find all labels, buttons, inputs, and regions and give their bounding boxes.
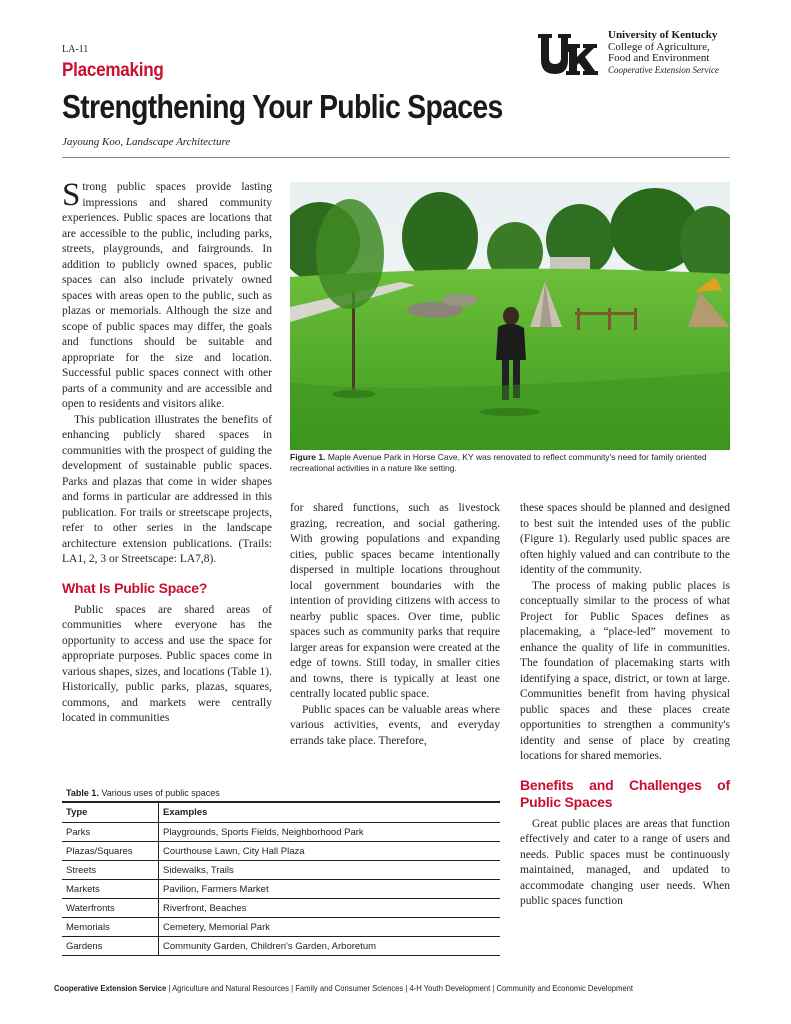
table-label: Table 1. <box>66 788 99 798</box>
university-name: University of Kentucky <box>608 29 718 41</box>
table-row <box>62 842 500 861</box>
table-header-type: Type <box>62 802 159 823</box>
table-cell-examples: Courthouse Lawn, City Hall Plaza <box>159 842 501 861</box>
footer-program-areas <box>54 983 675 993</box>
figure-caption <box>290 452 730 474</box>
table-row <box>62 880 500 899</box>
table-cell-examples: Community Garden, Children's Garden, Arboretum <box>159 937 501 956</box>
paragraph-3: Public spaces are shared areas of communities where everyone has the opportunity to access and use the space for appropriate purposes. Public spaces come in various shapes, sizes, and locations (Table 1). Historically, public parks, plazas, squares, commons, and markets were centrally located in communities <box>62 603 272 724</box>
footer-lead: Cooperative Extension Service <box>54 983 167 993</box>
table-row <box>62 937 500 956</box>
table-row <box>62 861 500 880</box>
col2-paragraph-2: Public spaces can be valuable areas where various activities, events, and everyday errands take place. Therefore, <box>290 703 500 747</box>
uk-wordmark <box>608 30 719 76</box>
col3-paragraph-2: The process of making public places is conceptually similar to the process of what Project for Public Spaces defines as placemaking, a “place-led” movement to enhance the quality of life in communities. The foundation of placemaking starts with identifying a space, district, or town at large. Communities benefit from having physical public spaces and these places create opportunities to strengthen a community's identity and sense of place by creating locations for shared memories. <box>520 579 730 762</box>
footer-programs: | Agriculture and Natural Resources | Family and Consumer Sciences | 4-H Youth Development | Community and Economic Development <box>166 983 633 993</box>
college-line-1: College of Agriculture, <box>608 40 710 53</box>
section-heading-benefits: Benefits and Challenges of Public Spaces <box>520 776 730 810</box>
table-cell-examples: Sidewalks, Trails <box>159 861 501 880</box>
table-cell-type: Markets <box>62 880 159 899</box>
column-3 <box>520 501 730 910</box>
column-1 <box>62 177 272 727</box>
table-cell-type: Parks <box>62 823 159 842</box>
table-cell-examples: Pavilion, Farmers Market <box>159 880 501 899</box>
table-cell-examples: Playgrounds, Sports Fields, Neighborhood Park <box>159 823 501 842</box>
table-row <box>62 823 500 842</box>
paragraph-2: This publication illustrates the benefits of enhancing publicly shared spaces in communities with the prospect of guiding the development of sustainable public spaces. Parks and plazas that come in wider shapes and forms in particular are addressed in this publication. For trails or streetscape projects, refer to other series in the landscape architecture extension publications. (Trails: LA1, 2, 3 or Streetscape: LA7,8). <box>62 413 272 565</box>
table-caption-text: Various uses of public spaces <box>101 788 220 798</box>
table-cell-type: Memorials <box>62 918 159 937</box>
table-row <box>62 899 500 918</box>
table-header-examples: Examples <box>159 802 501 823</box>
col3-paragraph-3: Great public places are areas that function effectively and cater to a range of users and needs. Public spaces must be continuously maintained, managed, and updated to accommodate changing user needs. When public spaces function <box>520 817 730 907</box>
col2-paragraph-1: for shared functions, such as livestock grazing, recreation, and social gathering. With growing populations and expanding cities, public spaces became intentionally dispersed in multiple locations throughout local government boundaries with the intention of providing citizens with access to nearby public spaces. Over time, public spaces such as community parks that require larger areas for expansion were created at the edge of towns. Still today, in smaller cities and towns, there is typically at least one centrally located public space. <box>290 502 500 700</box>
series-title: Placemaking <box>62 60 164 81</box>
figure-caption-text: Maple Avenue Park in Horse Cave, KY was renovated to reflect community's need for family oriented recreational activities in a nature like setting. <box>290 452 707 473</box>
column-2 <box>290 501 500 749</box>
uk-logo-icon <box>536 30 600 78</box>
table-cell-type: Streets <box>62 861 159 880</box>
public-space-uses-table <box>62 801 500 956</box>
col3-paragraph-1: these spaces should be planned and designed to best suit the intended uses of the public (Figure 1). Regularly used public spaces are often highly valued and can contribute to the identity of the community. <box>520 502 730 576</box>
table-cell-type: Waterfronts <box>62 899 159 918</box>
table-cell-type: Plazas/Squares <box>62 842 159 861</box>
figure-label: Figure 1. <box>290 452 326 462</box>
table-cell-examples: Cemetery, Memorial Park <box>159 918 501 937</box>
table-cell-examples: Riverfront, Beaches <box>159 899 501 918</box>
header-rule <box>62 157 730 158</box>
section-heading-public-space: What Is Public Space? <box>62 579 208 596</box>
table-cell-type: Gardens <box>62 937 159 956</box>
page-title: Strengthening Your Public Spaces <box>62 88 503 125</box>
intro-paragraph: trong public spaces provide lasting impressions and shared community experiences. Public spaces are locations that are accessible to the public, including parks, streets, playgrounds, and fairgrounds. In addition to publicly owned spaces, public spaces can also include privately owned spaces with areas open to the public, such as plazas or memorials. Although the size and scope of public spaces may differ, the goals and functions should be suitable and appropriate for the size and location. Successful public spaces connect with other parts of a community and are accessible and open to residents and visitors alike. <box>62 181 272 410</box>
drop-cap: S <box>62 177 81 213</box>
table-header-row <box>62 802 500 823</box>
college-line-2: Food and Environment <box>608 52 710 64</box>
park-photo <box>290 182 730 450</box>
table-caption <box>66 788 220 798</box>
table-row <box>62 918 500 937</box>
author-line: Jayoung Koo, Landscape Architecture <box>62 136 231 148</box>
publication-code: LA-11 <box>62 44 89 55</box>
extension-service: Cooperative Extension Service <box>608 64 719 75</box>
